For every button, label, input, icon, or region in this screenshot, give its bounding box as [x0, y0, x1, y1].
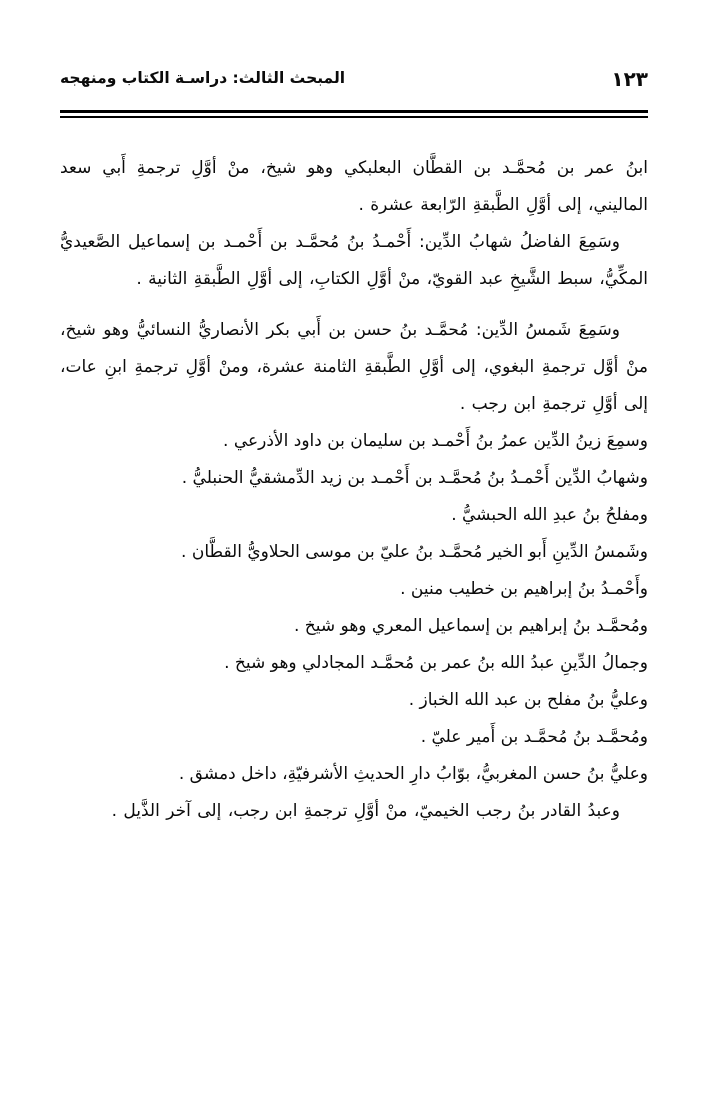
list-item: وعليُّ بنُ مفلح بن عبد الله الخباز .: [408, 690, 648, 710]
paragraph: وسَمِعَ الفاضلُ شهابُ الدِّين: أَحْمـدُ بنُ مُحمَّـد بن أَحْمـد بن إسماعيل الصَّعيديُّ المكِّيُّ، سبط الشَّيخِ عبد القويّ، منْ أوَّلِ الكتابِ، إلى أوَّلِ الطَّبقةِ الثانية .: [60, 232, 648, 289]
list-item: ومُحمَّـد بنُ إبراهيم بن إسماعيل المعري وهو شيخ .: [293, 616, 648, 636]
body-text: [60, 150, 648, 830]
list-item: وسمِعَ زينُ الدِّين عمرُ بنُ أَحْمـد بن سليمان بن داود الأذرعي .: [223, 431, 648, 451]
list-item: وجمالُ الدِّينِ عبدُ الله بنُ عمر بن مُحمَّـد المجادلي وهو شيخ .: [224, 653, 648, 673]
header-divider: [60, 110, 648, 118]
list-item: وشهابُ الدِّين أَحْمـدُ بنُ مُحمَّـد بن أَحْمـد بن زيد الدِّمشقيُّ الحنبليُّ .: [181, 468, 648, 488]
list-item: ومفلحُ بنُ عبدِ الله الحبشيُّ .: [451, 505, 648, 525]
header-title: المبحث الثالث: دراسـة الكتاب ومنهجه: [60, 69, 346, 88]
page-header: [60, 62, 648, 96]
list-item: وأَحْمـدُ بنُ إبراهيم بن خطيب منين .: [400, 579, 648, 599]
list-item: ومُحمَّـد بنُ مُحمَّـد بن أَمير عليّ .: [420, 727, 648, 747]
divider-rule-thin: [60, 116, 648, 118]
list-item: وشَمسُ الدِّينِ أَبو الخير مُحمَّـد بنُ عليّ بن موسى الحلاويُّ القطَّان .: [181, 542, 648, 562]
paragraph: وسَمِعَ شَمسُ الدِّين: مُحمَّـد بنُ حسن بن أَبي بكر الأنصاريُّ النسائيُّ وهو شيخ، منْ أوَّل ترجمةِ البغوي، إلى أوَّلِ الطَّبقةِ الثامنة عشرة، ومنْ أوَّلِ ترجمةِ ابنِ عات، إلى أوَّلِ ترجمةِ ابن رجب .: [60, 320, 648, 414]
list-item: وعليُّ بنُ حسن المغربيُّ، بوّابُ دارِ الحديثِ الأشرفيّةِ، داخل دمشق .: [178, 764, 648, 784]
page-number: ١٢٣: [611, 67, 648, 91]
paragraph: ابنُ عمر بن مُحمَّـد بن القطَّان البعلبكي وهو شيخ، منْ أوَّلِ ترجمةِ أَبي سعد الماليني، إلى أوَّلِ الطَّبقةِ الرّابعة عشرة .: [60, 158, 648, 215]
paragraph: وعبدُ القادر بنُ رجب الخيميّ، منْ أوَّلِ ترجمةِ ابن رجب، إلى آخر الذَّيل .: [111, 801, 620, 821]
